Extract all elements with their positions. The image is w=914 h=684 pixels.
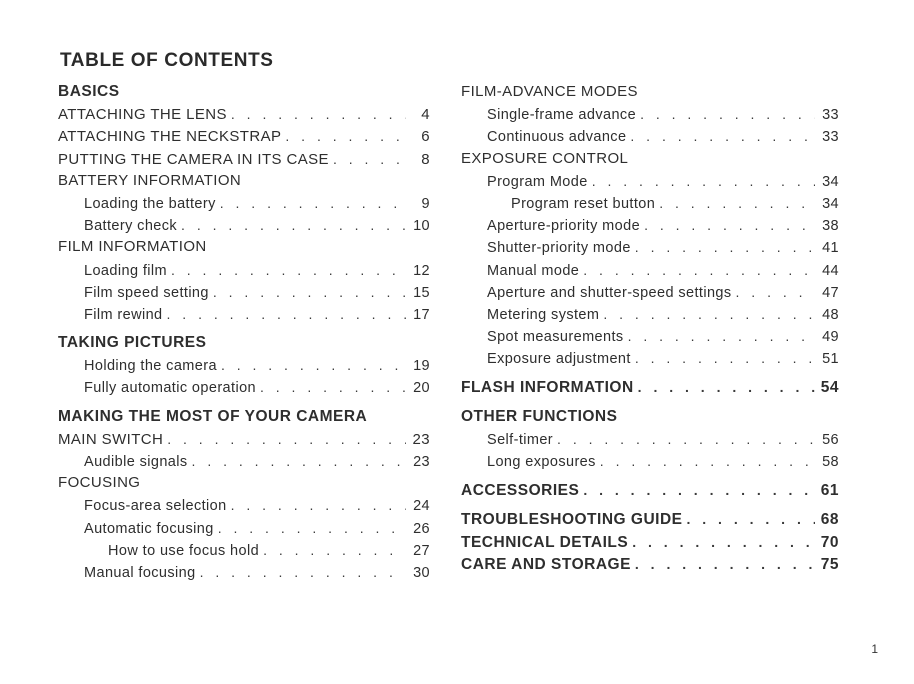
dot-leader <box>213 281 406 303</box>
toc-entry-title: BASICS <box>58 83 120 100</box>
toc-entry-title: Audible signals <box>84 454 188 470</box>
dot-leader <box>583 479 815 501</box>
dot-leader <box>603 303 815 325</box>
toc-entry <box>58 539 430 561</box>
toc-entry <box>58 494 430 516</box>
toc-entry <box>58 103 430 125</box>
toc-entry-title: Film speed setting <box>84 284 209 301</box>
dot-leader <box>638 376 815 398</box>
toc-entry-title: BATTERY INFORMATION <box>58 171 242 189</box>
toc-entry-page: 49 <box>822 329 839 346</box>
toc-entry-page: 61 <box>820 482 839 500</box>
toc-entry-page: 27 <box>413 542 430 559</box>
toc-entry <box>461 103 839 125</box>
toc-entry <box>58 472 430 494</box>
toc-entry-title: Self-timer <box>487 431 554 448</box>
toc-entry <box>461 531 839 553</box>
toc-entry <box>58 332 430 354</box>
toc-entry-page: 56 <box>822 431 839 448</box>
toc-entry-page: 70 <box>820 533 839 551</box>
toc-entry-title: TROUBLESHOOTING GUIDE <box>461 511 683 529</box>
toc-entry-title: CARE AND STORAGE <box>461 555 631 573</box>
toc-entry-title: Battery check <box>84 218 178 235</box>
toc-entry-title: Program Mode <box>487 173 588 190</box>
toc-entry-title: ATTACHING THE LENS <box>58 106 227 124</box>
dot-leader <box>333 148 406 170</box>
toc-entry <box>58 517 430 539</box>
toc-entry-page: 38 <box>822 218 839 235</box>
toc-entry <box>461 259 839 281</box>
toc-entry-title: Focus-area selection <box>84 498 227 515</box>
toc-entry-page: 33 <box>822 129 839 146</box>
dot-leader <box>231 494 406 516</box>
toc-entry-title: EXPOSURE CONTROL <box>461 149 629 167</box>
toc-entry-page: 75 <box>820 555 839 573</box>
toc-entry <box>58 192 430 214</box>
toc-entry-page: 10 <box>413 218 430 235</box>
toc-entry <box>461 170 839 192</box>
toc-entry-page: 12 <box>413 262 430 279</box>
toc-entry <box>461 450 839 472</box>
dot-leader <box>181 214 406 236</box>
dot-leader <box>231 103 406 125</box>
page-number: 1 <box>871 642 878 656</box>
toc-entry-page: 34 <box>822 173 839 190</box>
toc-entry-title: Shutter-priority mode <box>487 240 631 257</box>
toc-entry-page: 68 <box>820 511 839 529</box>
toc-entry-page: 19 <box>413 358 430 375</box>
toc-entry <box>58 236 430 258</box>
dot-leader <box>263 539 406 561</box>
toc-entry-title: MAKING THE MOST OF YOUR CAMERA <box>58 407 368 425</box>
toc-entry-page: 9 <box>421 195 430 212</box>
toc-entry <box>461 81 839 103</box>
dot-leader <box>592 170 815 192</box>
toc-entry <box>58 406 430 428</box>
dot-leader <box>285 125 406 147</box>
toc-entry <box>58 303 430 325</box>
toc-entry <box>461 428 839 450</box>
dot-leader <box>630 125 815 147</box>
toc-entry-title: Automatic focusing <box>84 520 214 537</box>
toc-entry <box>461 479 839 501</box>
toc-entry-page: 51 <box>822 351 839 368</box>
toc-entry <box>461 192 839 214</box>
toc-entry <box>58 376 430 398</box>
toc-entry-title: Aperture and shutter-speed settings <box>487 284 732 301</box>
toc-entry-page: 33 <box>822 107 839 124</box>
toc-entry-page: 41 <box>822 240 839 257</box>
dot-leader <box>628 325 815 347</box>
dot-leader <box>686 508 815 530</box>
dot-leader <box>644 214 815 236</box>
toc-entry-title: Continuous advance <box>487 129 627 146</box>
toc-entry <box>58 81 430 103</box>
toc-entry-title: PUTTING THE CAMERA IN ITS CASE <box>58 150 329 168</box>
toc-entry <box>58 259 430 281</box>
toc-entry-page: 58 <box>822 454 839 470</box>
toc-entry-title: Fully automatic operation <box>84 380 256 397</box>
toc-entry <box>461 553 839 575</box>
dot-leader <box>736 281 815 303</box>
dot-leader <box>557 428 815 450</box>
toc-entry-title: FILM-ADVANCE MODES <box>461 83 638 100</box>
dot-leader <box>167 428 406 450</box>
toc-entry <box>461 508 839 530</box>
dot-leader <box>192 450 406 472</box>
dot-leader <box>635 347 815 369</box>
toc-entry-page: 34 <box>822 195 839 212</box>
dot-leader <box>635 236 815 258</box>
toc-entry-page: 26 <box>413 520 430 537</box>
toc-entry-title: Metering system <box>487 306 600 323</box>
toc-entry-title: FLASH INFORMATION <box>461 379 634 397</box>
toc-left-column <box>58 81 430 583</box>
toc-entry <box>461 236 839 258</box>
dot-leader <box>635 553 815 575</box>
toc-entry <box>58 428 430 450</box>
toc-entry-page: 47 <box>822 284 839 301</box>
toc-entry-page: 30 <box>413 564 430 581</box>
toc-entry-title: Single-frame advance <box>487 107 637 124</box>
dot-leader <box>200 561 406 583</box>
toc-entry-page: 8 <box>421 150 430 168</box>
dot-leader <box>632 531 815 553</box>
toc-entry-title: ATTACHING THE NECKSTRAP <box>58 128 282 146</box>
toc-entry-title: Loading the battery <box>84 195 216 212</box>
toc-entry-page: 23 <box>413 454 430 470</box>
toc-entry-title: Holding the camera <box>84 358 217 375</box>
toc-entry <box>461 325 839 347</box>
toc-entry <box>461 406 839 428</box>
toc-entry <box>461 214 839 236</box>
toc-entry-title: FOCUSING <box>58 474 141 492</box>
toc-entry <box>58 214 430 236</box>
toc-entry-page: 4 <box>421 106 430 124</box>
dot-leader <box>640 103 815 125</box>
toc-entry-page: 23 <box>412 430 430 448</box>
toc-entry-title: Exposure adjustment <box>487 351 631 368</box>
toc-entry <box>461 347 839 369</box>
toc-entry <box>461 303 839 325</box>
toc-entry-title: Spot measurements <box>487 329 624 346</box>
toc-entry-page: 54 <box>820 379 839 397</box>
toc-entry-title: TAKING PICTURES <box>58 334 207 352</box>
dot-leader <box>220 192 406 214</box>
toc-entry <box>461 148 839 170</box>
toc-entry-page: 20 <box>413 380 430 397</box>
dot-leader <box>260 376 406 398</box>
toc-entry-title: Manual focusing <box>84 564 196 581</box>
dot-leader <box>659 192 815 214</box>
toc-entry <box>58 281 430 303</box>
toc-entry <box>58 561 430 583</box>
toc-entry-title: ACCESSORIES <box>461 482 580 500</box>
toc-entry <box>58 170 430 192</box>
toc-entry-title: Long exposures <box>487 454 596 470</box>
toc-entry-title: Aperture-priority mode <box>487 218 641 235</box>
toc-entry-title: OTHER FUNCTIONS <box>461 407 618 425</box>
toc-entry <box>58 125 430 147</box>
toc-entry-page: 6 <box>421 128 430 146</box>
dot-leader <box>167 303 406 325</box>
toc-right-column <box>461 81 839 575</box>
toc-entry-title: Loading film <box>84 262 167 279</box>
dot-leader <box>221 354 406 376</box>
toc-entry-title: TECHNICAL DETAILS <box>461 533 629 551</box>
toc-entry <box>461 281 839 303</box>
dot-leader <box>583 259 815 281</box>
toc-entry-page: 17 <box>413 306 430 323</box>
toc-entry-title: FILM INFORMATION <box>58 238 207 256</box>
toc-entry <box>461 125 839 147</box>
toc-entry-title: How to use focus hold <box>108 542 260 559</box>
toc-entry-page: 44 <box>822 262 839 279</box>
dot-leader <box>171 259 406 281</box>
toc-entry-title: MAIN SWITCH <box>58 430 164 448</box>
toc-entry-page: 15 <box>413 284 430 301</box>
toc-entry-title: Program reset button <box>511 195 656 212</box>
toc-entry-page: 24 <box>413 498 430 515</box>
toc-entry <box>58 450 430 472</box>
toc-entry-title: Manual mode <box>487 262 580 279</box>
dot-leader <box>218 517 406 539</box>
toc-entry <box>461 376 839 398</box>
toc-entry <box>58 148 430 170</box>
toc-entry <box>58 354 430 376</box>
dot-leader <box>600 450 815 472</box>
page-title: TABLE OF CONTENTS <box>60 50 274 71</box>
toc-entry-page: 48 <box>822 306 839 323</box>
toc-entry-title: Film rewind <box>84 306 163 323</box>
